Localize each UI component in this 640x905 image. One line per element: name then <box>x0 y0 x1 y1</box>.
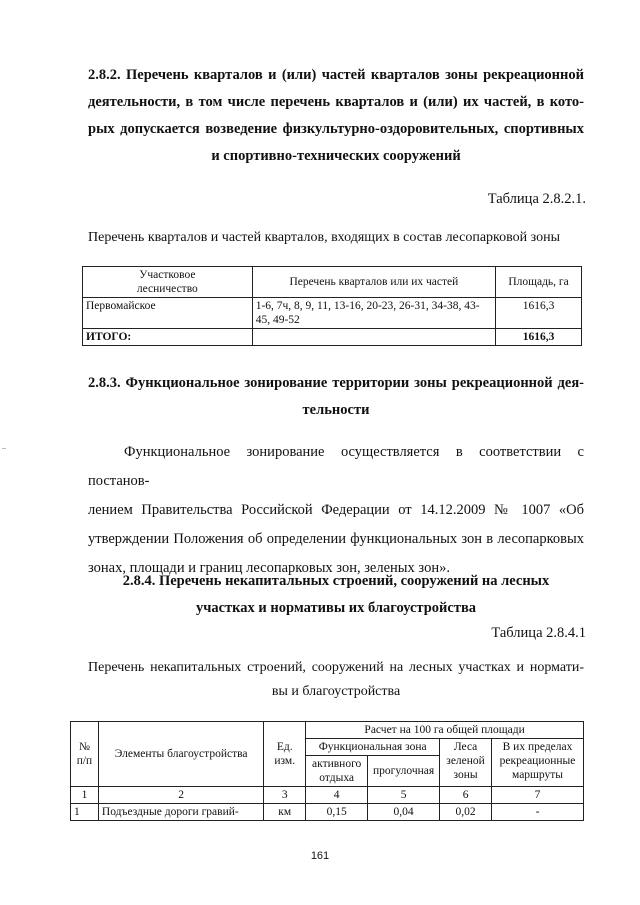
table-cell: 0,15 <box>306 804 368 821</box>
table-cell: 1-6, 7ч, 8, 9, 11, 13-16, 20-23, 26-31, 34-38, 43-45, 49-52 <box>252 298 495 329</box>
paragraph-line: зонах, площади и границ лесопарковых зон, зеленых зон». <box>88 560 450 576</box>
header-cell-elements: Элементы благоустройства <box>98 722 263 787</box>
col-number-cell: 7 <box>492 787 584 804</box>
title-line: 2.8.2. Перечень кварталов и (или) частей кварталов зоны рекреационной <box>88 67 584 83</box>
col-number-cell: 1 <box>71 787 99 804</box>
section-2-8-3-title <box>88 370 584 424</box>
header-cell-active: активного отдыха <box>306 756 368 787</box>
paragraph-line: утверждении Положения об определении функциональных зон в лесопарковых <box>88 531 584 547</box>
header-cell: Площадь, га <box>496 267 582 298</box>
paragraph-line: Функциональное зонирование осуществляется в соответствии с постанов- <box>88 444 584 489</box>
header-cell-forest: Леса зеленой зоны <box>440 739 492 787</box>
table-cell: ИТОГО: <box>83 329 253 346</box>
section-2-8-4-title <box>88 568 584 622</box>
title-line: тельности <box>302 402 370 418</box>
title-line: деятельности, в том числе перечень кварталов и (или) их частей, в кото- <box>88 94 584 110</box>
table-2-8-2-1 <box>82 266 582 346</box>
header-cell-func-zone: Функциональная зона <box>306 739 440 756</box>
title-line: 2.8.3. Функциональное зонирование территории зоны рекреационной дея- <box>88 375 584 391</box>
table-cell: 1616,3 <box>496 329 582 346</box>
col-number-cell: 4 <box>306 787 368 804</box>
table-number-2-8-2-1: Таблица 2.8.2.1. <box>487 191 586 207</box>
table-cell <box>252 329 495 346</box>
header-cell: Участковое лесничество <box>83 267 253 298</box>
header-cell-calc: Расчет на 100 га общей площади <box>306 722 584 739</box>
margin-mark <box>2 448 6 449</box>
table-caption-2-8-2-1: Перечень кварталов и частей кварталов, входящих в состав лесопарковой зоны <box>88 230 560 245</box>
table-cell: Подъездные дороги гравий- <box>98 804 263 821</box>
table-number-2-8-4-1: Таблица 2.8.4.1 <box>491 625 586 641</box>
table-total-row <box>83 329 582 346</box>
header-cell-unit: Ед. изм. <box>264 722 306 787</box>
col-number-cell: 2 <box>98 787 263 804</box>
section-2-8-3-paragraph <box>88 438 584 583</box>
title-line: участках и нормативы их благоустройства <box>195 600 477 616</box>
title-line: и спортивно-технических сооружений <box>211 148 461 164</box>
table-cell: 0,04 <box>368 804 440 821</box>
caption-line: вы и благоустройства <box>271 684 401 699</box>
title-line: 2.8.4. Перечень некапитальных строений, сооружений на лесных <box>122 573 550 589</box>
table-caption-2-8-4-1 <box>88 656 584 704</box>
table-cell: 1 <box>71 804 99 821</box>
section-2-8-2-title <box>88 62 584 170</box>
table-cell: - <box>492 804 584 821</box>
table-number-row <box>71 787 584 804</box>
caption-line: Перечень некапитальных строений, сооружений на лесных участках и нормати- <box>88 660 584 675</box>
col-number-cell: 5 <box>368 787 440 804</box>
table-row <box>71 804 584 821</box>
table-header-row <box>71 722 584 739</box>
header-cell-routes: В их пределах рекреационные маршруты <box>492 739 584 787</box>
col-number-cell: 3 <box>264 787 306 804</box>
table-cell: км <box>264 804 306 821</box>
table-cell: 1616,3 <box>496 298 582 329</box>
table-header-row <box>83 267 582 298</box>
paragraph-line: лением Правительства Российской Федерации от 14.12.2009 № 1007 «Об <box>88 502 584 518</box>
table-cell: Первомайское <box>83 298 253 329</box>
header-cell-num: № п/п <box>71 722 99 787</box>
col-number-cell: 6 <box>440 787 492 804</box>
table-cell: 0,02 <box>440 804 492 821</box>
page-number: 161 <box>310 850 330 862</box>
header-cell-walking: прогулочная <box>368 756 440 787</box>
header-cell: Перечень кварталов или их частей <box>252 267 495 298</box>
table-2-8-4-1 <box>70 721 584 821</box>
table-row <box>83 298 582 329</box>
title-line: рых допускается возведение физкультурно-оздоровительных, спортивных <box>88 121 584 137</box>
